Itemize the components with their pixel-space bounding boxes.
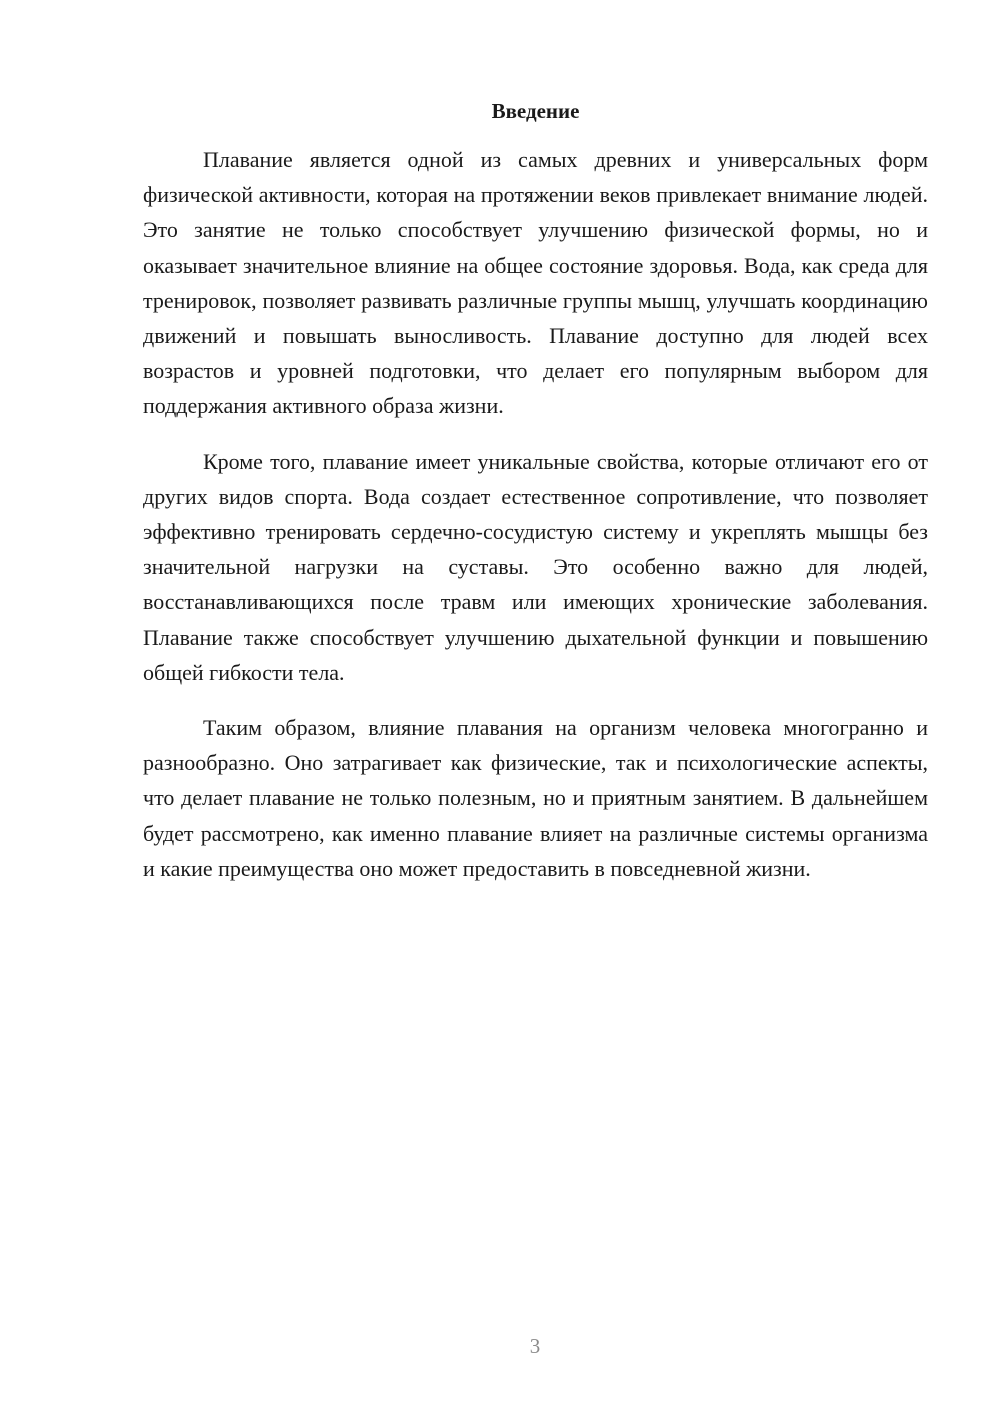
section-heading: Введение [491,99,580,123]
paragraph-3: Таким образом, влияние плавания на организм человека многогранно и разнообразно. Оно затрагивает как физические, так и психологические аспекты, что делает плавание не только полезным, но и приятным занятием. В дальнейшем будет рассмотрено, как именно плавание влияет на различные системы организма и какие преимущества оно может предоставить в повседневной жизни. [143,715,928,881]
page-number: 3 [529,1334,541,1358]
paragraph-1: Плавание является одной из самых древних и универсальных форм физической активности, которая на протяжении веков привлекает внимание людей. Это занятие не только способствует улучшению физической формы, но и оказывает значительное влияние на общее состояние здоровья. Вода, как среда для тренировок, позволяет развивать различные группы мышц, улучшать координацию движений и повышать выносливость. Плавание доступно для людей всех возрастов и уровней подготовки, что делает его популярным выбором для поддержания активного образа жизни. [143,147,928,419]
body-text [143,142,928,906]
paragraph-2: Кроме того, плавание имеет уникальные свойства, которые отличают его от других видов спорта. Вода создает естественное сопротивление, что позволяет эффективно тренировать сердечно-сосудистую систему и укреплять мышцы без значительной нагрузки на суставы. Это особенно важно для людей, восстанавливающихся после травм или имеющих хронические заболевания. Плавание также способствует улучшению дыхательной функции и повышению общей гибкости тела. [143,448,928,685]
